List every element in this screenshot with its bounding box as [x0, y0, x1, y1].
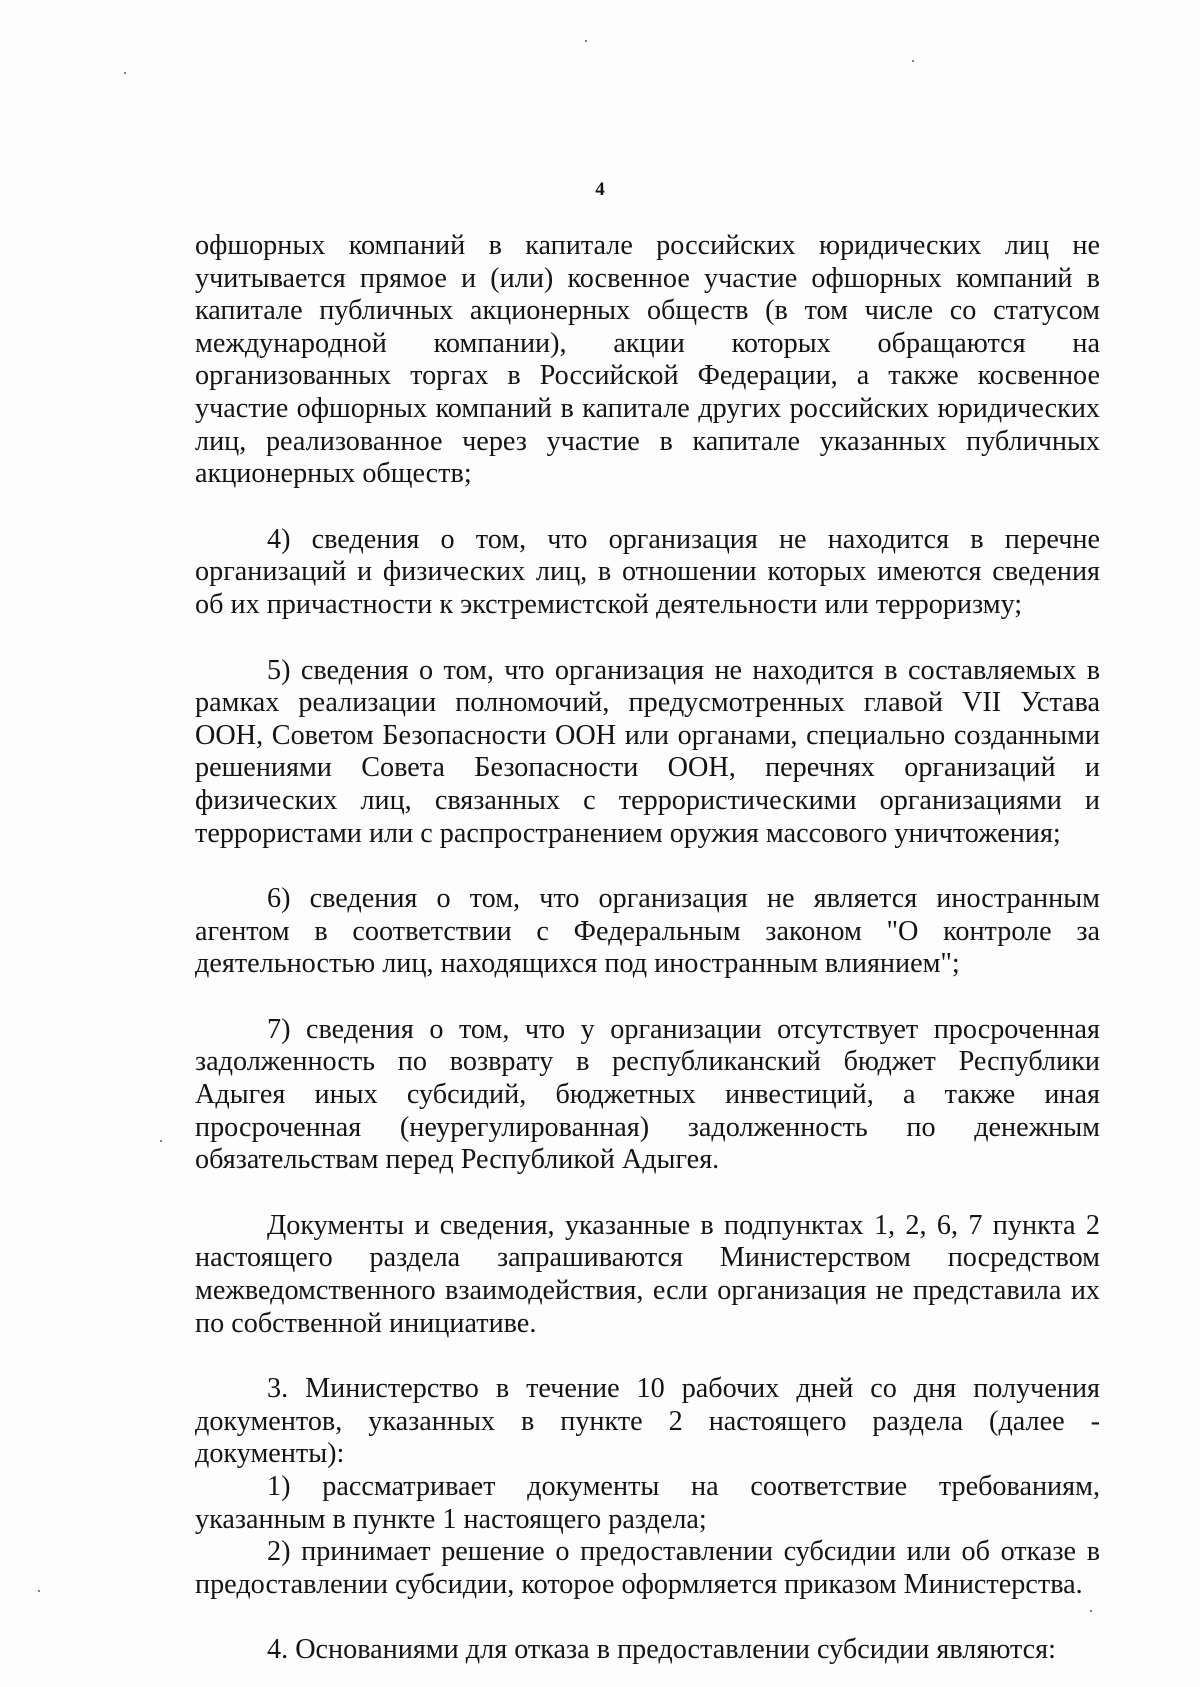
scan-speck: [1090, 1610, 1092, 1612]
scan-speck: [585, 40, 587, 42]
paragraph-item-7: 7) сведения о том, что у организации отсутствует просроченная задолженность по возврату в республиканский бюджет Республики Адыгея иных субсидий, бюджетных инвестиций, а также иная просроченная (неурегулированная) задолженность по денежным обязательствам перед Республикой Адыгея.: [195, 1013, 1100, 1176]
scan-speck: [912, 60, 914, 62]
paragraph-offshore-continuation: офшорных компаний в капитале российских юридических лиц не учитывается прямое и (или) косвенное участие офшорных компаний в капитале публичных акционерных обществ (в том числе со статусом международной компании), акции которых обращаются на организованных торгах в Российской Федерации, а также косвенное участие офшорных компаний в капитале других российских юридических лиц, реализованное через участие в капитале указанных публичных акционерных обществ;: [195, 230, 1100, 490]
paragraph-section-4: 4. Основаниями для отказа в предоставлении субсидии являются:: [267, 1634, 1056, 1666]
paragraph-section-3-item-2: 2) принимает решение о предоставлении субсидии или об отказе в предоставлении субсидии, которое оформляется приказом Министерства.: [195, 1536, 1100, 1600]
paragraph-item-4: 4) сведения о том, что организация не находится в перечне организаций и физических лиц, в отношении которых имеются сведения об их причастности к экстремистской деятельности или терроризму;: [195, 523, 1100, 620]
paragraph-item-6: 6) сведения о том, что организация не является иностранным агентом в соответствии с Федеральным законом "О контроле за деятельностью лиц, находящихся под иностранным влиянием";: [195, 883, 1100, 980]
paragraph-section-3: 3. Министерство в течение 10 рабочих дней со дня получения документов, указанных в пункте 2 настоящего раздела (далее - документы):: [195, 1373, 1100, 1470]
scan-speck: [124, 72, 126, 74]
document-body: [195, 230, 1100, 1667]
scan-speck: [38, 1590, 40, 1592]
page-number: 4: [595, 179, 605, 200]
paragraph-item-5: 5) сведения о том, что организация не находится в составляемых в рамках реализации полномочий, предусмотренных главой VII Устава ООН, Советом Безопасности ООН или органами, специально созданными решениями Совета Безопасности ООН, перечнях организаций и физических лиц, связанных с террористическими организациями и террористами или с распространением оружия массового уничтожения;: [195, 654, 1100, 849]
scan-speck: [160, 1140, 162, 1142]
paragraph-section-3-item-1: 1) рассматривает документы на соответствие требованиям, указанным в пункте 1 настоящего раздела;: [195, 1471, 1100, 1535]
paragraph-documents-request: Документы и сведения, указанные в подпунктах 1, 2, 6, 7 пункта 2 настоящего раздела запрашиваются Министерством посредством межведомственного взаимодействия, если организация не представила их по собственной инициативе.: [195, 1209, 1100, 1339]
